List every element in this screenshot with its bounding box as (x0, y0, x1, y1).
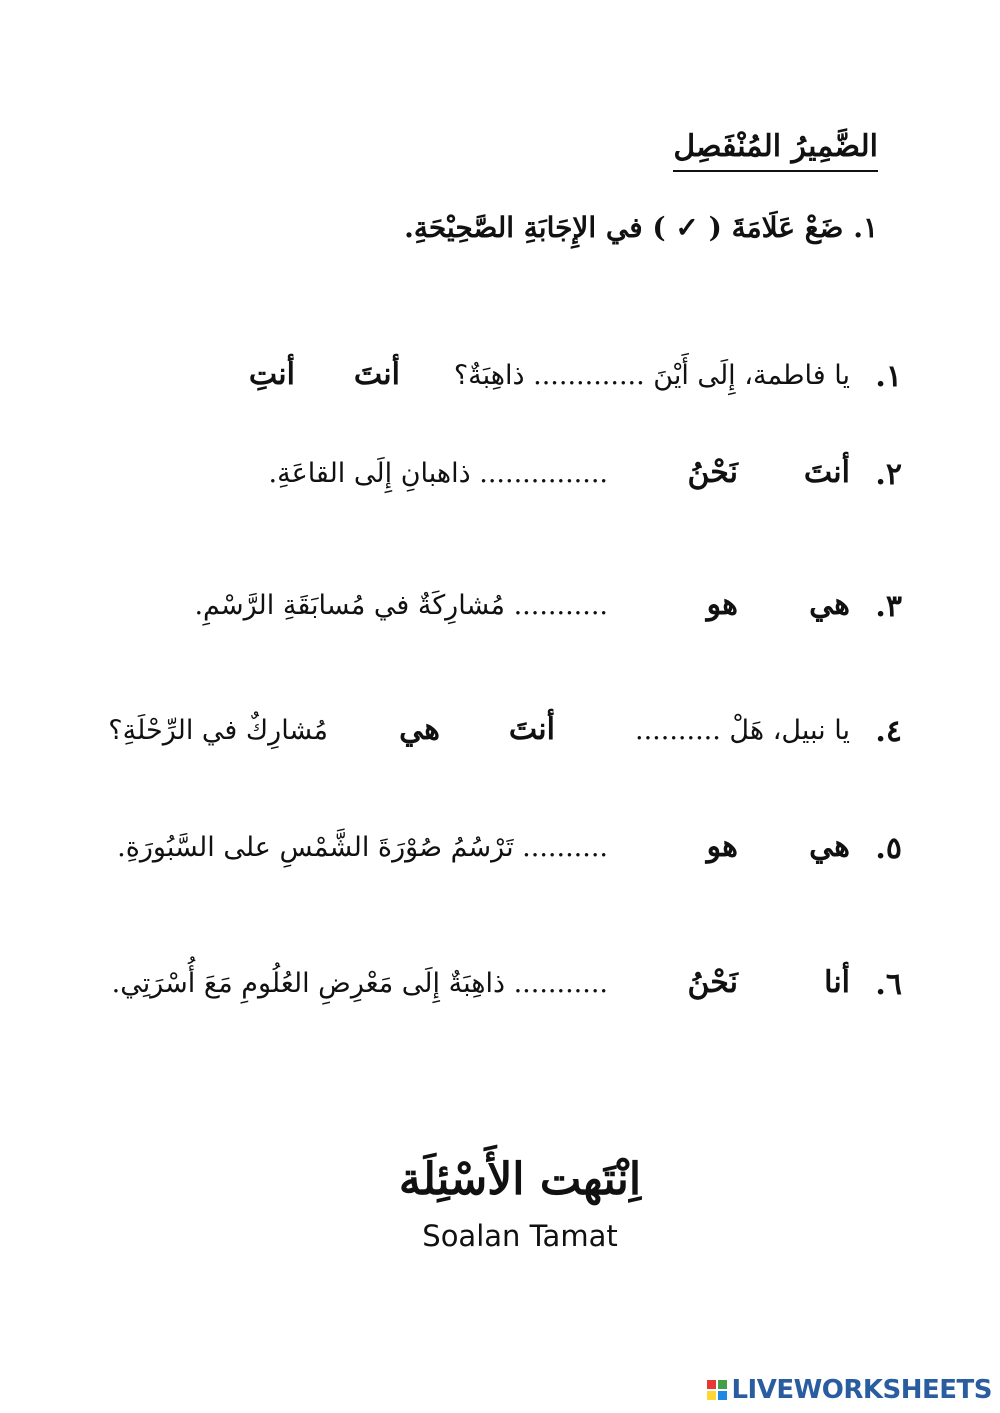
question-text: مُشارِكٌ في الرِّحْلَةِ؟ (108, 715, 328, 746)
question-text: يا فاطمة، إِلَى أَيْنَ ............. ذاهِبَةٌ؟ (453, 360, 850, 391)
logo-square (707, 1380, 716, 1389)
answer-option[interactable]: هي (809, 587, 850, 622)
answer-option[interactable]: هو (706, 829, 738, 864)
liveworksheets-logo (707, 1375, 992, 1405)
question-number: ٤. (875, 714, 902, 749)
answer-option[interactable]: أنتَ (803, 455, 850, 490)
answer-option[interactable]: نَحْنُ (687, 965, 738, 1000)
ending-arabic: اِنْتَهت الأَسْئِلَة (398, 1154, 642, 1205)
question-text: ............... ذاهبانِ إِلَى القاعَةِ. (268, 458, 608, 489)
logo-text: LIVEWORKSHEETS (731, 1375, 992, 1405)
question-text: .......... تَرْسُمُ صُوْرَةَ الشَّمْسِ على السَّبُورَةِ. (117, 832, 608, 863)
logo-square (718, 1391, 727, 1400)
question-text: يا نبيل، هَلْ .......... (635, 715, 850, 746)
answer-option[interactable]: هو (706, 587, 738, 622)
ending-latin: Soalan Tamat (422, 1219, 618, 1253)
instruction-text: ١. ضَعْ عَلَامَةَ ( ✓ ) في الإِجَابَةِ الصَّحِيْحَةِ. (404, 211, 878, 244)
answer-option[interactable]: أنتِ (248, 357, 295, 392)
question-number: ٥. (875, 831, 902, 866)
worksheet-title: الضَّمِيرُ المُنْفَصِل (673, 132, 878, 172)
answer-option[interactable]: أنتَ (508, 712, 555, 747)
answer-option[interactable]: نَحْنُ (687, 455, 738, 490)
answer-option[interactable]: أنتَ (353, 357, 400, 392)
question-text: ........... مُشارِكَةٌ في مُسابَقَةِ الرَّسْمِ. (194, 590, 608, 621)
answer-option[interactable]: أنا (824, 965, 850, 1000)
logo-square (718, 1380, 727, 1389)
question-number: ٣. (875, 589, 902, 624)
logo-square (707, 1391, 716, 1400)
question-text: ........... ذاهِبَةٌ إِلَى مَعْرِضِ العُلُومِ مَعَ أُسْرَتِي. (111, 968, 608, 999)
question-number: ٢. (875, 457, 902, 492)
answer-option[interactable]: هي (399, 712, 440, 747)
question-number: ١. (875, 359, 902, 394)
liveworksheets-icon (707, 1380, 727, 1400)
question-number: ٦. (875, 967, 902, 1002)
answer-option[interactable]: هي (809, 829, 850, 864)
